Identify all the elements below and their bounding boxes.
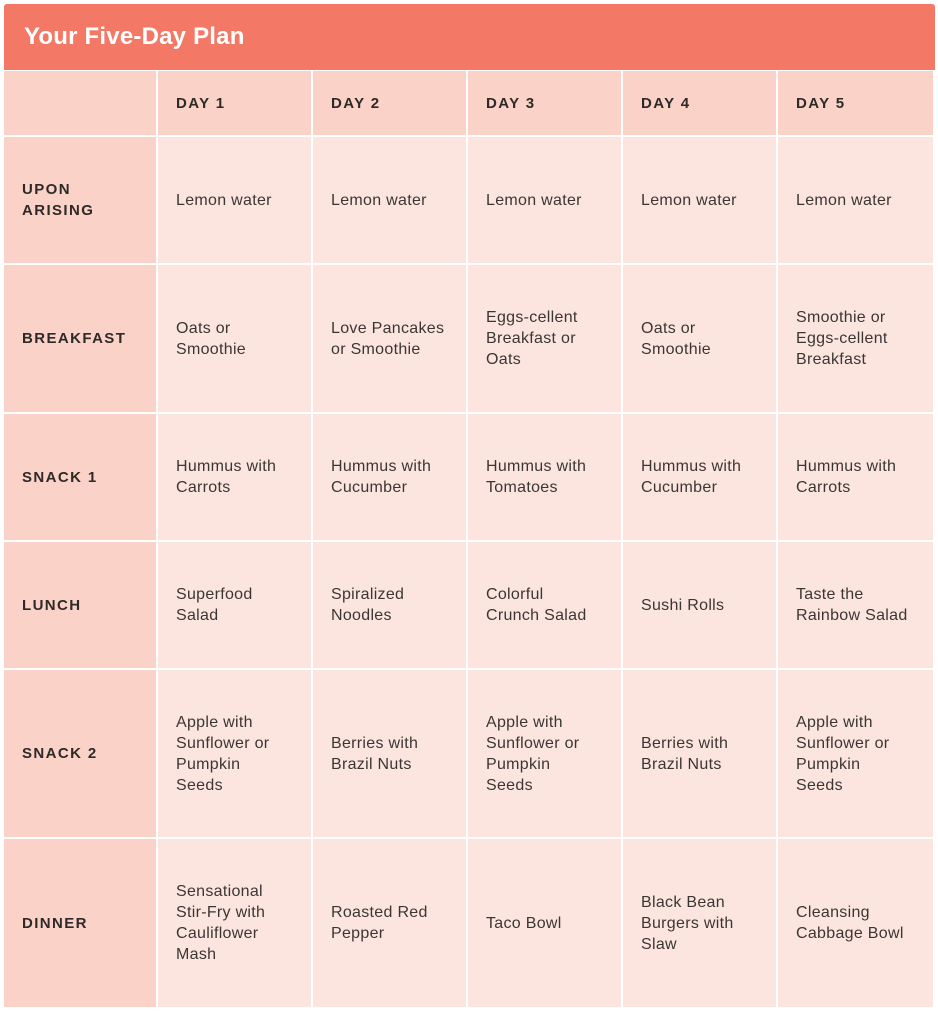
table-cell: Oats or Smoothie: [158, 265, 313, 414]
table-cell: Sensational Stir-Fry with Cauliflower Mash: [158, 839, 313, 1009]
column-header-day-5: DAY 5: [778, 71, 933, 137]
table-cell: Superfood Salad: [158, 542, 313, 670]
meal-plan-table: [4, 71, 935, 1019]
table-cell: Love Pancakes or Smoothie: [313, 265, 468, 414]
table-cell: Lemon water: [158, 137, 313, 265]
plan-header: [4, 4, 935, 70]
table-cell: Hummus with Carrots: [778, 414, 933, 542]
column-header-day-1: DAY 1: [158, 71, 313, 137]
table-cell: Hummus with Carrots: [158, 414, 313, 542]
row-label-upon-arising: UPON ARISING: [4, 137, 158, 265]
table-cell: Roasted Red Pepper: [313, 839, 468, 1009]
table-cell: Hummus with Cucumber: [623, 414, 778, 542]
row-label-snack-2: SNACK 2: [4, 670, 158, 839]
table-cell: Spiralized Noodles: [313, 542, 468, 670]
table-cell: Eggs-cellent Breakfast or Oats: [468, 265, 623, 414]
table-cell: Lemon water: [313, 137, 468, 265]
table-cell: Smoothie or Eggs-cellent Breakfast: [778, 265, 933, 414]
row-label-lunch: LUNCH: [4, 542, 158, 670]
table-cell: Colorful Crunch Salad: [468, 542, 623, 670]
table-cell: Lemon water: [468, 137, 623, 265]
table-cell: Lemon water: [778, 137, 933, 265]
row-label-dinner: DINNER: [4, 839, 158, 1009]
column-header-day-2: DAY 2: [313, 71, 468, 137]
table-cell: Apple with Sunflower or Pumpkin Seeds: [158, 670, 313, 839]
column-header-day-3: DAY 3: [468, 71, 623, 137]
column-header-day-4: DAY 4: [623, 71, 778, 137]
plan-title: Your Five-Day Plan: [24, 23, 245, 50]
row-label-breakfast: BREAKFAST: [4, 265, 158, 414]
table-cell: Cleansing Cabbage Bowl: [778, 839, 933, 1009]
table-cell: Berries with Brazil Nuts: [313, 670, 468, 839]
table-cell: Apple with Sunflower or Pumpkin Seeds: [468, 670, 623, 839]
table-cell: Hummus with Tomatoes: [468, 414, 623, 542]
table-cell: Berries with Brazil Nuts: [623, 670, 778, 839]
row-label-snack-1: SNACK 1: [4, 414, 158, 542]
table-cell: Taco Bowl: [468, 839, 623, 1009]
table-cell: Lemon water: [623, 137, 778, 265]
table-cell: Taste the Rainbow Salad: [778, 542, 933, 670]
table-cell: Black Bean Burgers with Slaw: [623, 839, 778, 1009]
table-cell: Sushi Rolls: [623, 542, 778, 670]
table-corner: [4, 71, 158, 137]
table-cell: Hummus with Cucumber: [313, 414, 468, 542]
table-cell: Oats or Smoothie: [623, 265, 778, 414]
table-cell: Apple with Sunflower or Pumpkin Seeds: [778, 670, 933, 839]
